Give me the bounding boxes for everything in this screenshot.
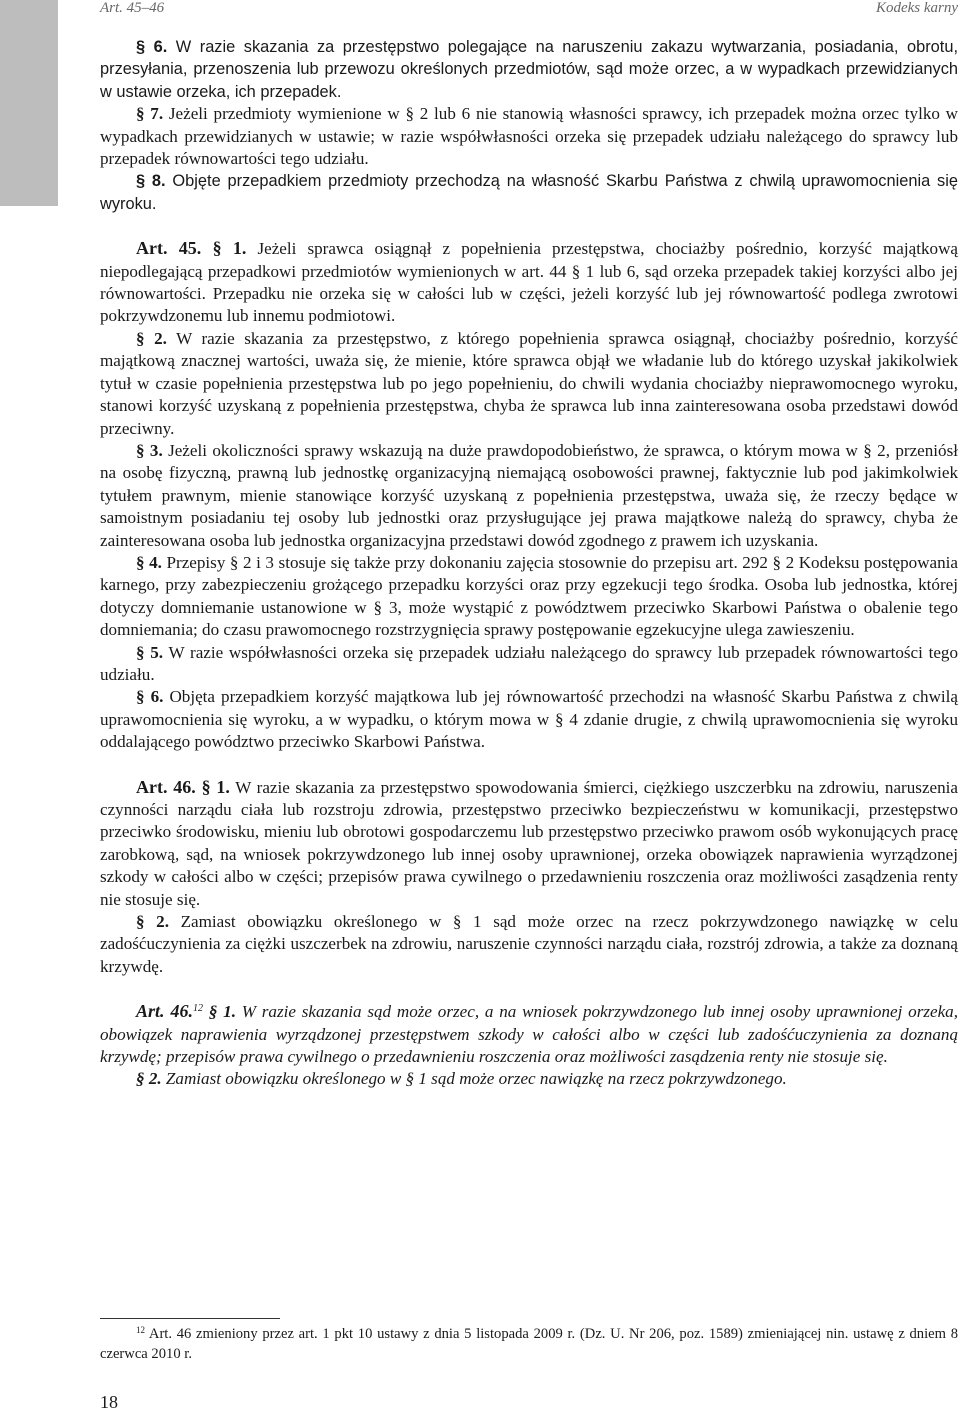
par-number: § 4. — [136, 552, 162, 572]
par-text: W razie skazania za przestępstwo spowodowania śmierci, ciężkiego uszczerbku na zdrowiu, naruszenia czynności narządu ciała lub rozstroju zdrowia, przestępstwo przeciwko bezpieczeństwu w komunikacji, przestępstwo przeciwko środowisku, mieniu lub obrotowi gospodarczemu lub przestępstwo przeciwko prawom osób wykonujących pracę zarobkową, sąd, na wniosek pokrzywdzonego lub innej osoby uprawnionej, orzeka obowiązek naprawienia wyrządzonej szkody w całości albo w części; przepisów prawa cywilnego o przedawnieniu roszczenia oraz możliwości zasądzenia renty nie stosuje się. — [100, 777, 958, 909]
par-number: § 5. — [136, 642, 164, 662]
par-number: § 3. — [136, 440, 163, 460]
art44-par6 — [100, 36, 958, 103]
article-label: Art. 46. — [136, 1001, 194, 1022]
par-text: Zamiast obowiązku określonego w § 1 sąd może orzec nawiązkę na rzecz pokrzywdzonego. — [161, 1069, 787, 1089]
art46-new-par2 — [100, 1068, 958, 1090]
art45-par1 — [100, 237, 958, 328]
par-number: § 1. — [203, 1002, 236, 1022]
art45-par6 — [100, 686, 958, 753]
art44-par8 — [100, 170, 958, 215]
footnote-divider — [100, 1318, 280, 1319]
footnote — [100, 1325, 958, 1364]
art46-new-par1 — [100, 1000, 958, 1068]
footnote-body: Art. 46 zmieniony przez art. 1 pkt 10 ustawy z dnia 5 listopada 2009 r. (Dz. U. Nr 206, poz. 1589) zmieniającej nin. ustawę z dniem 8 czerwca 2010 r. — [100, 1326, 958, 1362]
par-text: Jeżeli przedmioty wymienione w § 2 lub 6 nie stanowią własności sprawcy, ich przepadek można orzec tylko w wypadkach przewidzianych w ustawie; w razie współwłasności orzeka się przepadek udziału należącego do sprawcy lub przepadek równowartości tego udziału. — [100, 104, 959, 169]
par-text: Jeżeli okoliczności sprawy wskazują na duże prawdopodobieństwo, że sprawca, o którym mowa w § 2, przeniósł na osobę fizyczną, prawną lub jednostkę organizacyjną niemającą osobowości prawnej, faktycznie lub pod jakimkolwiek tytułem prawnym, mienie stanowiące korzyść uzyskaną z popełnienia przestępstwa, uważa się, że rzeczy będące w samoistnym posiadaniu tej osoby lub jednostki oraz przysługujące jej prawa majątkowe należą do sprawcy, chyba że zainteresowana osoba lub jednostka organizacyjna przedstawi dowód zgodnego z prawem ich uzyskania. — [100, 440, 958, 550]
art45-par2 — [100, 328, 958, 440]
par-text: W razie skazania za przestępstwo, z którego popełnienia sprawca osiągnął, chociażby pośrednio, korzyść majątkową znacznej wartości, uważa się, że mienie, które sprawca objął we władanie lub do którego uzyskał jakikolwiek tytuł w czasie popełnienia przestępstwa lub po jego popełnieniu, do chwili wydania chociażby nieprawomocnego wyroku, stanowi korzyść uzyskaną z popełnienia przestępstwa, chyba że sprawca lub inna zainteresowana osoba przedstawi dowód przeciwny. — [100, 328, 958, 438]
header-article-range: Art. 45–46 — [100, 0, 165, 16]
par-number: § 7. — [136, 104, 164, 124]
art45-par5 — [100, 642, 958, 687]
art46-par2 — [100, 911, 958, 978]
par-text: W razie współwłasności orzeka się przepadek udziału należącego do sprawcy lub przepadek równowartości tego udziału. — [100, 642, 958, 684]
art45-par3 — [100, 440, 958, 552]
main-text — [100, 36, 958, 1091]
page-number: 18 — [100, 1392, 118, 1412]
par-number: § 2. — [136, 912, 169, 932]
footnote-text — [100, 1325, 958, 1364]
art45-par4 — [100, 552, 958, 642]
par-number: § 6. — [136, 38, 168, 56]
par-number: § 6. — [136, 687, 164, 707]
par-number: § 2. — [136, 1069, 162, 1089]
spacer — [100, 978, 958, 1000]
par-text: W razie skazania za przestępstwo polegające na naruszeniu zakazu wytwarzania, posiadania, obrotu, przesyłania, przenoszenia lub przewozu określonych przedmiotów, sąd może orzec, a w wypadkach przewidzianych w ustawie orzeka, ich przepadek. — [100, 38, 958, 101]
par-text: W razie skazania sąd może orzec, a na wniosek pokrzywdzonego lub innej osoby uprawnionej orzeka, obowiązek naprawienia wyrządzonej przestępstwem szkody w całości albo w części lub zadośćuczynienia za doznaną krzywdę; przepisów prawa cywilnego o przedawnieniu roszczenia oraz możliwości zasądzenia renty nie stosuje się. — [100, 1002, 958, 1067]
footnote-marker: 12 — [136, 1325, 145, 1335]
header-document-title: Kodeks karny — [875, 0, 958, 16]
par-text: Objęta przepadkiem korzyść majątkowa lub jej równowartość przechodzi na własność Skarbu Państwa z chwilą uprawomocnienia się wyroku, a w wypadku, o którym mowa w § 4 zdanie drugie, z chwilą uprawomocnienia się wyroku oddalającego powództwo przeciwko Skarbowi Państwa. — [100, 687, 958, 752]
par-number: § 2. — [136, 328, 167, 348]
article-label: Art. 46. § 1. — [136, 776, 230, 797]
footnote-ref: 12 — [193, 1003, 204, 1015]
spacer — [100, 754, 958, 776]
chapter-side-tab — [0, 0, 58, 206]
running-header — [100, 0, 960, 22]
par-text: Zamiast obowiązku określonego w § 1 sąd może orzec na rzecz pokrzywdzonego nawiązkę w celu zadośćuczynienia za ciężki uszczerbek na zdrowiu, naruszenie czynności narządu ciała, rozstrój zdrowia, a także za doznaną krzywdę. — [100, 912, 959, 976]
par-text: Przepisy § 2 i 3 stosuje się także przy dokonaniu zajęcia stosownie do przepisu art. 292 § 2 Kodeksu postępowania karnego, przy zabezpieczeniu grożącego przepadku korzyści oraz przy egzekucji tego środka. Osoba lub jednostka, której dotyczy domniemanie ustanowione w § 3, może wystąpić z powództwem przeciwko Skarbowi Państwa o obalenie tego domniemania; do czasu prawomocnego rozstrzygnięcia sprawy postępowanie egzekucyjne ulega zawieszeniu. — [100, 552, 959, 640]
art44-par7 — [100, 103, 958, 170]
par-text: Objęte przepadkiem przedmioty przechodzą na własność Skarbu Państwa z chwilą uprawomocnienia się wyroku. — [100, 172, 959, 213]
par-text: Jeżeli sprawca osiągnął z popełnienia przestępstwa, chociażby pośrednio, korzyść majątkową niepodlegającą przepadkowi przedmiotów wymienionych w art. 44 § 1 lub 6, sąd orzeka przepadek takiej korzyści albo jej równowartości. Przepadku nie orzeka się w całości lub w części, jeżeli korzyść lub jej równowartość podlega zwrotowi pokrzywdzonemu lub innemu podmiotowi. — [100, 239, 959, 326]
art46-par1 — [100, 776, 958, 911]
par-number: § 8. — [136, 172, 166, 191]
spacer — [100, 215, 958, 237]
article-label: Art. 45. § 1. — [136, 238, 247, 259]
